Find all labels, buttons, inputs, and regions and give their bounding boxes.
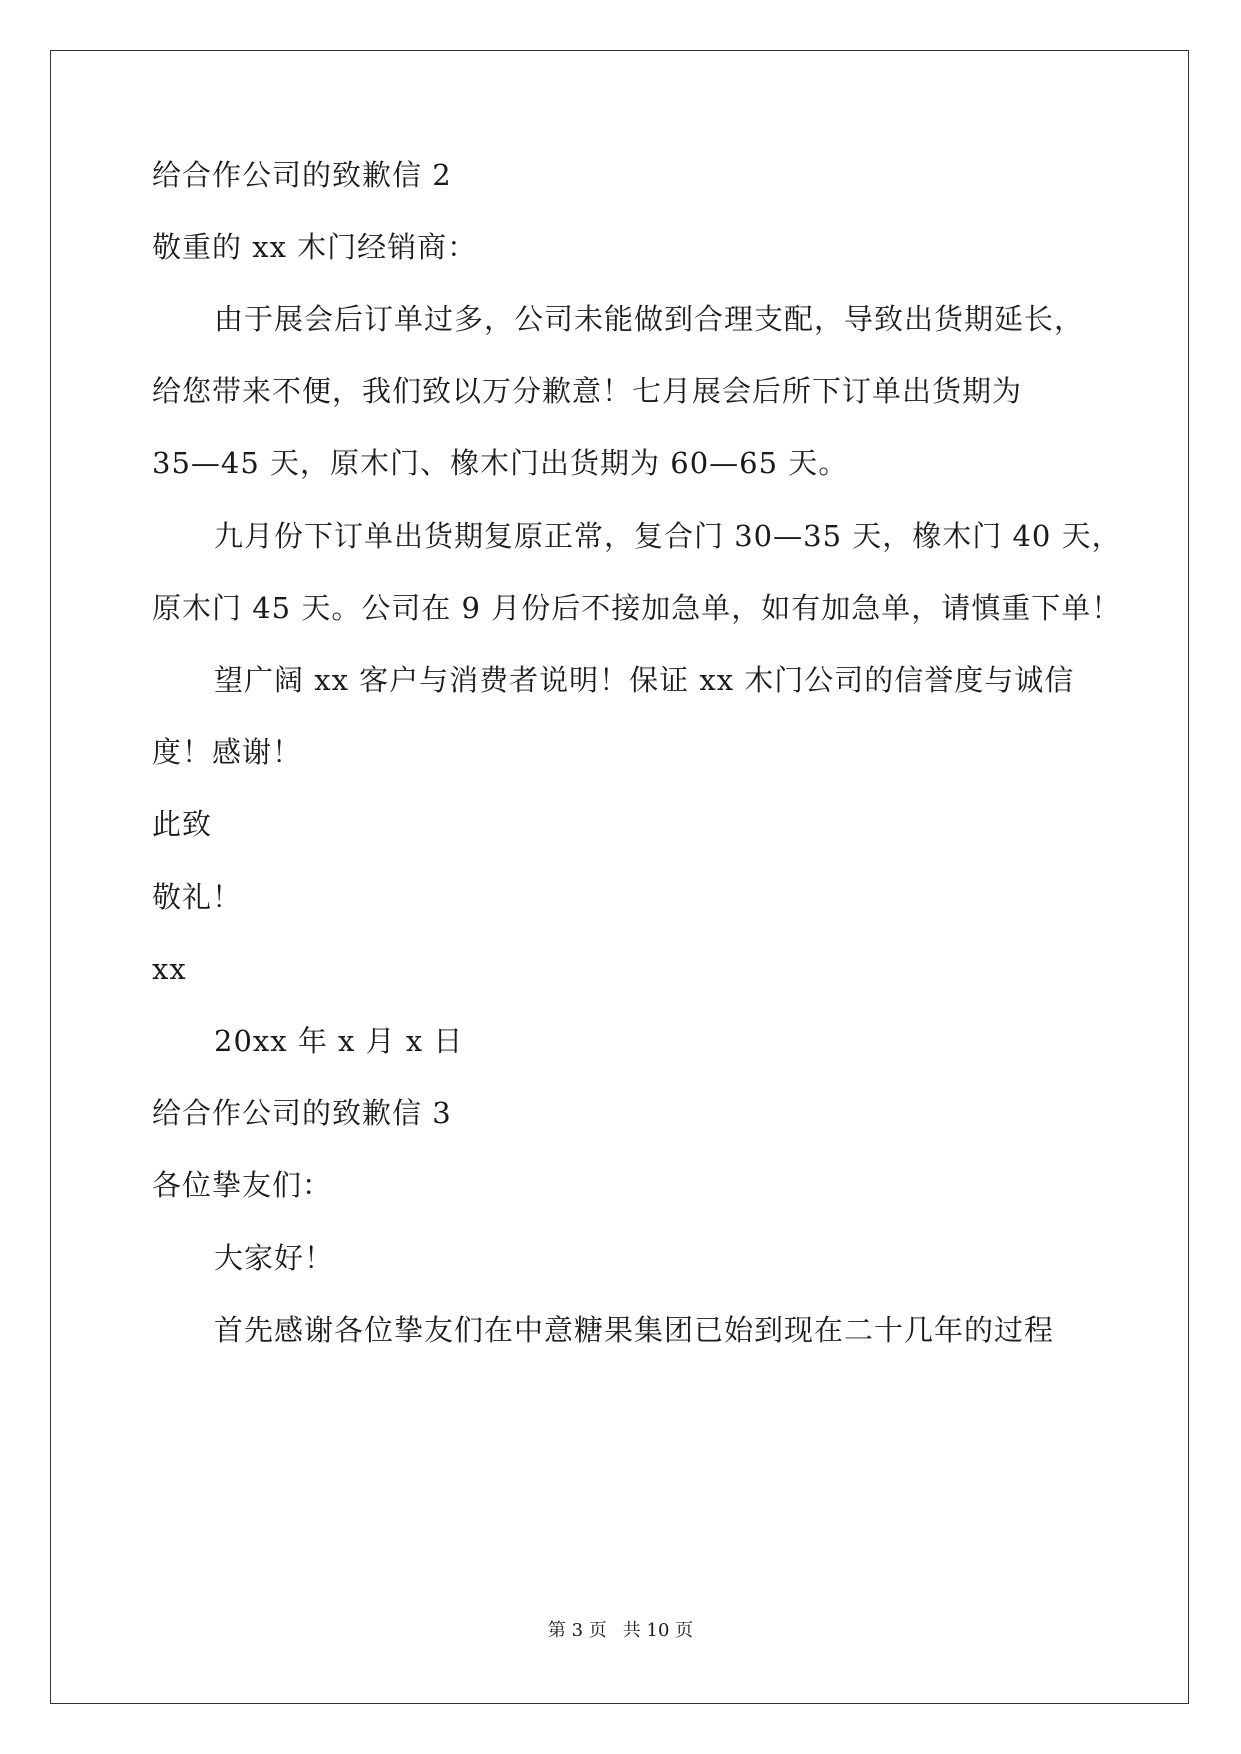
letter-title: 给合作公司的致歉信 3 xyxy=(152,1096,452,1130)
page-number: 第 3 页 xyxy=(547,1620,607,1641)
salutation: 敬重的 xx 木门经销商： xyxy=(152,230,478,264)
paragraph-line: 望广阔 xx 客户与消费者说明！保证 xx 木门公司的信誉度与诚信 xyxy=(214,663,1075,697)
paragraph-line: 度！感谢！ xyxy=(152,735,303,769)
paragraph-line: 九月份下订单出货期复原正常，复合门 30—35 天，橡木门 40 天， xyxy=(214,519,1122,553)
page-footer xyxy=(0,1620,1241,1642)
signature: xx xyxy=(152,952,187,986)
date-line: 20xx 年 x 月 x 日 xyxy=(214,1024,464,1058)
paragraph-line: 由于展会后订单过多，公司未能做到合理支配，导致出货期延长， xyxy=(214,302,1085,336)
salutation: 各位挚友们： xyxy=(152,1168,333,1202)
paragraph-line: 原木门 45 天。公司在 9 月份后不接加急单，如有加急单，请慎重下单！ xyxy=(152,591,1122,625)
page-total: 共 10 页 xyxy=(622,1620,694,1641)
page-border xyxy=(50,50,1189,1704)
closing-line: 敬礼！ xyxy=(152,880,243,914)
letter-title: 给合作公司的致歉信 2 xyxy=(152,158,452,192)
paragraph-line: 给您带来不便，我们致以万分歉意！七月展会后所下订单出货期为 xyxy=(152,374,1023,408)
greeting-line: 大家好！ xyxy=(214,1241,335,1275)
closing-line: 此致 xyxy=(152,807,213,841)
paragraph-line: 35—45 天，原木门、橡木门出货期为 60—65 天。 xyxy=(152,446,849,480)
paragraph-line: 首先感谢各位挚友们在中意糖果集团已始到现在二十几年的过程 xyxy=(214,1313,1055,1347)
